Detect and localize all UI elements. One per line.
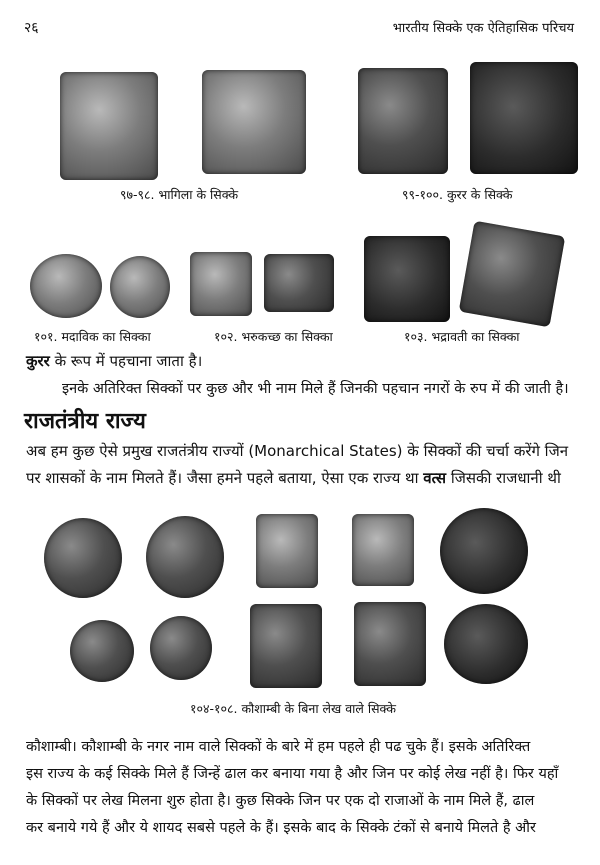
- coin-image-97: [60, 72, 158, 180]
- coin-image-99: [358, 68, 448, 174]
- page-header: [0, 0, 600, 44]
- caption-99-100: ९९-१००. कुरर के सिक्के: [402, 187, 513, 202]
- coin-image-108-b: [444, 604, 528, 684]
- caption-101: १०१. मदाविक का सिक्का: [34, 329, 151, 344]
- coin-image-104-a: [44, 518, 122, 598]
- coin-image-104-b: [70, 620, 134, 682]
- paragraph-monarchical: [26, 438, 586, 492]
- line-2-start: पर शासकों के नाम मिलते हैं। जैसा हमने पहले बताया, ऐसा एक राज्य था: [26, 469, 424, 487]
- paragraph-kaushambi: [26, 734, 586, 842]
- coin-image-102-a: [190, 252, 252, 316]
- caption-104-108: १०४-१०८. कौशाम्बी के बिना लेख वाले सिक्के: [190, 701, 396, 716]
- paragraph-city-names: [62, 376, 600, 403]
- caption-103: १०३. भद्रावती का सिक्का: [404, 329, 520, 344]
- paragraph-kaushambi-line-3: के सिक्कों पर लेख मिलना शुरु होता है। कुछ सिक्के जिन पर एक दो राजाओं के नाम मिले हैं, ढाल: [26, 793, 535, 809]
- term-kurar: कुरर: [26, 352, 50, 370]
- line-2-end: जिसकी राजधानी थी: [446, 469, 561, 487]
- paragraph-monarchical-line-1: अब हम कुछ ऐसे प्रमुख राजतंत्रीय राज्यों (Monarchical States) के सिक्कों की चर्चा करेंगे जिन: [26, 442, 569, 460]
- paragraph-kaushambi-line-4: कर बनाये गये हैं और ये शायद सबसे पहले के हैं। इसके बाद के सिक्के टंकों से बनाये मिलते है और: [26, 820, 536, 836]
- coin-image-101-b: [110, 256, 170, 318]
- term-vats: वत्स: [423, 469, 447, 487]
- coin-image-103-a: [364, 236, 450, 322]
- running-head: भारतीय सिक्के एक ऐतिहासिक परिचय: [392, 21, 574, 36]
- page-number: २६: [24, 20, 39, 36]
- paragraph-city-names-text: इनके अतिरिक्त सिक्कों पर कुछ और भी नाम मिले हैं जिनकी पहचान नगरों के रुप में की जाती है।: [62, 381, 569, 397]
- coin-image-106-b: [250, 604, 322, 688]
- caption-102: १०२. भरुकच्छ का सिक्का: [214, 329, 333, 344]
- coin-image-103-b: [459, 221, 566, 328]
- coin-image-108-a: [440, 508, 528, 594]
- coin-image-98: [202, 70, 306, 174]
- caption-97-98: ९७-९८. भागिला के सिक्के: [120, 187, 239, 202]
- paragraph-monarchical-line-2: [26, 465, 586, 492]
- paragraph-kurar: [26, 348, 586, 375]
- coin-image-105-b: [150, 616, 212, 680]
- coin-image-105-a: [146, 516, 224, 598]
- coin-image-107-b: [354, 602, 426, 686]
- coin-image-101-a: [30, 254, 102, 318]
- section-heading: राजतंत्रीय राज्य: [24, 409, 146, 434]
- paragraph-kaushambi-line-1: कौशाम्बी। कौशाम्बी के नगर नाम वाले सिक्कों के बारे में हम पहले ही पढ चुके हैं। इसके अतिरिक्त: [26, 739, 531, 755]
- coin-image-106-a: [256, 514, 318, 588]
- coin-image-107-a: [352, 514, 414, 586]
- paragraph-kurar-text: के रूप में पहचाना जाता है।: [49, 352, 203, 370]
- paragraph-kaushambi-line-2: इस राज्य के कई सिक्के मिले हैं जिन्हें ढाल कर बनाया गया है और जिन पर कोई लेख नहीं है। फिर यहाँ: [26, 766, 559, 782]
- coin-image-100: [470, 62, 578, 174]
- coin-image-102-b: [264, 254, 334, 312]
